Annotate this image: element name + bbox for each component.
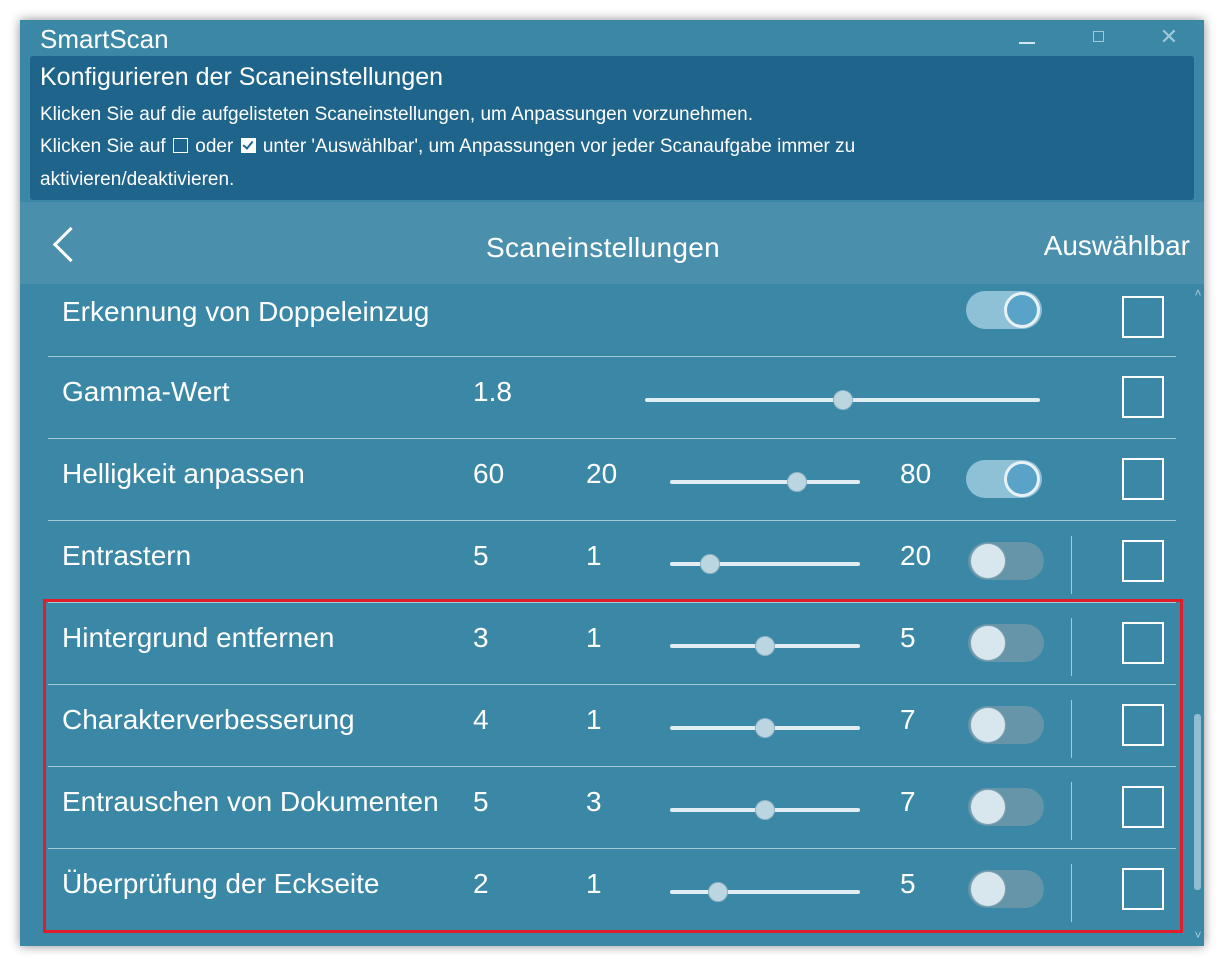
toggle-knob bbox=[1004, 461, 1040, 497]
info-line-1: Klicken Sie auf die aufgelisteten Scaneinstellungen, um Anpassungen vorzunehmen. bbox=[40, 104, 753, 125]
slider-min-label: 3 bbox=[586, 786, 602, 817]
background-removal-slider[interactable] bbox=[670, 644, 860, 648]
toggle-knob bbox=[970, 871, 1006, 907]
descreen-toggle[interactable] bbox=[968, 542, 1044, 580]
slider-thumb[interactable] bbox=[700, 554, 720, 574]
slider-thumb[interactable] bbox=[755, 718, 775, 738]
selectable-checkbox[interactable] bbox=[1122, 296, 1164, 338]
maximize-button[interactable] bbox=[1082, 22, 1116, 52]
slider-max-label: 7 bbox=[900, 786, 916, 817]
selectable-column-header: Auswählbar bbox=[1043, 230, 1190, 261]
edge-check-slider[interactable] bbox=[670, 890, 860, 894]
slider-max-label: 5 bbox=[900, 868, 916, 899]
close-button[interactable] bbox=[1152, 22, 1186, 52]
setting-value: 2 bbox=[473, 868, 489, 899]
info-panel bbox=[30, 56, 1194, 200]
slider-thumb[interactable] bbox=[708, 882, 728, 902]
scroll-down-icon[interactable]: ˅ bbox=[1194, 928, 1202, 942]
setting-value: 5 bbox=[473, 540, 489, 571]
character-enhancement-slider[interactable] bbox=[670, 726, 860, 730]
toggle-knob bbox=[1004, 292, 1040, 328]
close-icon: ✕ bbox=[1159, 24, 1179, 49]
edge-check-toggle[interactable] bbox=[968, 870, 1044, 908]
scrollbar-thumb[interactable] bbox=[1194, 714, 1201, 890]
settings-header bbox=[20, 202, 1204, 284]
checked-box-icon bbox=[241, 138, 256, 153]
double-feed-toggle[interactable] bbox=[966, 291, 1042, 329]
scroll-up-icon[interactable]: ˄ bbox=[1194, 286, 1202, 300]
setting-name: Hintergrund entfernen bbox=[62, 622, 335, 653]
toggle-knob bbox=[970, 707, 1006, 743]
setting-name: Charakterverbesserung bbox=[62, 704, 355, 735]
page-title: Scaneinstellungen bbox=[486, 232, 720, 263]
slider-thumb[interactable] bbox=[833, 390, 853, 410]
info-line-2 bbox=[40, 136, 855, 158]
selectable-checkbox[interactable] bbox=[1122, 458, 1164, 500]
setting-row-gamma[interactable] bbox=[48, 356, 1176, 439]
info-line-3: aktivieren/deaktivieren. bbox=[40, 169, 235, 190]
column-divider bbox=[1071, 536, 1072, 594]
app-title: SmartScan bbox=[40, 24, 169, 54]
slider-max-label: 7 bbox=[900, 704, 916, 735]
character-enhancement-toggle[interactable] bbox=[968, 706, 1044, 744]
brightness-slider[interactable] bbox=[670, 480, 860, 484]
column-divider bbox=[1071, 782, 1072, 840]
selectable-checkbox[interactable] bbox=[1122, 540, 1164, 582]
setting-row-descreen[interactable] bbox=[48, 520, 1176, 603]
setting-value: 4 bbox=[473, 704, 489, 735]
slider-max-label: 80 bbox=[900, 458, 932, 489]
setting-value: 3 bbox=[473, 622, 489, 653]
setting-name: Entrauschen von Dokumenten bbox=[62, 786, 439, 817]
slider-min-label: 1 bbox=[586, 868, 602, 899]
slider-min-label: 1 bbox=[586, 622, 602, 653]
maximize-icon bbox=[1093, 31, 1104, 42]
slider-max-label: 5 bbox=[900, 622, 916, 653]
info-line-2-end: unter 'Auswählbar', um Anpassungen vor jeder Scanaufgabe immer zu bbox=[262, 136, 856, 157]
setting-row-character-enhancement[interactable] bbox=[48, 684, 1176, 767]
toggle-knob bbox=[970, 789, 1006, 825]
setting-row-brightness[interactable] bbox=[48, 438, 1176, 521]
selectable-checkbox[interactable] bbox=[1122, 376, 1164, 418]
selectable-checkbox[interactable] bbox=[1122, 704, 1164, 746]
unchecked-box-icon bbox=[173, 138, 188, 153]
setting-row-double-feed[interactable] bbox=[48, 284, 1176, 357]
settings-list bbox=[20, 284, 1204, 946]
document-denoise-slider[interactable] bbox=[670, 808, 860, 812]
setting-name: Gamma-Wert bbox=[62, 376, 230, 407]
setting-value: 1.8 bbox=[473, 376, 512, 407]
minimize-icon bbox=[1019, 42, 1035, 44]
title-bar bbox=[20, 20, 1204, 56]
slider-thumb[interactable] bbox=[755, 800, 775, 820]
slider-max-label: 20 bbox=[900, 540, 932, 571]
column-divider bbox=[1071, 864, 1072, 922]
smartscan-window bbox=[20, 20, 1204, 946]
toggle-knob bbox=[970, 625, 1006, 661]
info-line-2-start: Klicken Sie auf bbox=[40, 136, 166, 157]
info-line-2-or: oder bbox=[195, 136, 234, 157]
setting-name: Entrastern bbox=[62, 540, 192, 571]
setting-value: 5 bbox=[473, 786, 489, 817]
document-denoise-toggle[interactable] bbox=[968, 788, 1044, 826]
back-arrow-icon[interactable] bbox=[46, 222, 86, 266]
gamma-slider[interactable] bbox=[645, 398, 1040, 402]
descreen-slider[interactable] bbox=[670, 562, 860, 566]
slider-thumb[interactable] bbox=[755, 636, 775, 656]
setting-name: Helligkeit anpassen bbox=[62, 458, 305, 489]
column-divider bbox=[1071, 618, 1072, 676]
slider-min-label: 20 bbox=[586, 458, 618, 489]
minimize-button[interactable] bbox=[1010, 22, 1044, 52]
selectable-checkbox[interactable] bbox=[1122, 868, 1164, 910]
setting-row-background-removal[interactable] bbox=[48, 602, 1176, 685]
info-title: Konfigurieren der Scaneinstellungen bbox=[40, 63, 444, 91]
setting-name: Überprüfung der Eckseite bbox=[62, 868, 380, 899]
background-removal-toggle[interactable] bbox=[968, 624, 1044, 662]
slider-min-label: 1 bbox=[586, 540, 602, 571]
brightness-toggle[interactable] bbox=[966, 460, 1042, 498]
setting-value: 60 bbox=[473, 458, 505, 489]
setting-row-document-denoise[interactable] bbox=[48, 766, 1176, 849]
selectable-checkbox[interactable] bbox=[1122, 786, 1164, 828]
slider-min-label: 1 bbox=[586, 704, 602, 735]
selectable-checkbox[interactable] bbox=[1122, 622, 1164, 664]
toggle-knob bbox=[970, 543, 1006, 579]
column-divider bbox=[1071, 700, 1072, 758]
setting-row-edge-check[interactable] bbox=[48, 848, 1176, 930]
slider-thumb[interactable] bbox=[787, 472, 807, 492]
setting-name: Erkennung von Doppeleinzug bbox=[62, 296, 430, 327]
